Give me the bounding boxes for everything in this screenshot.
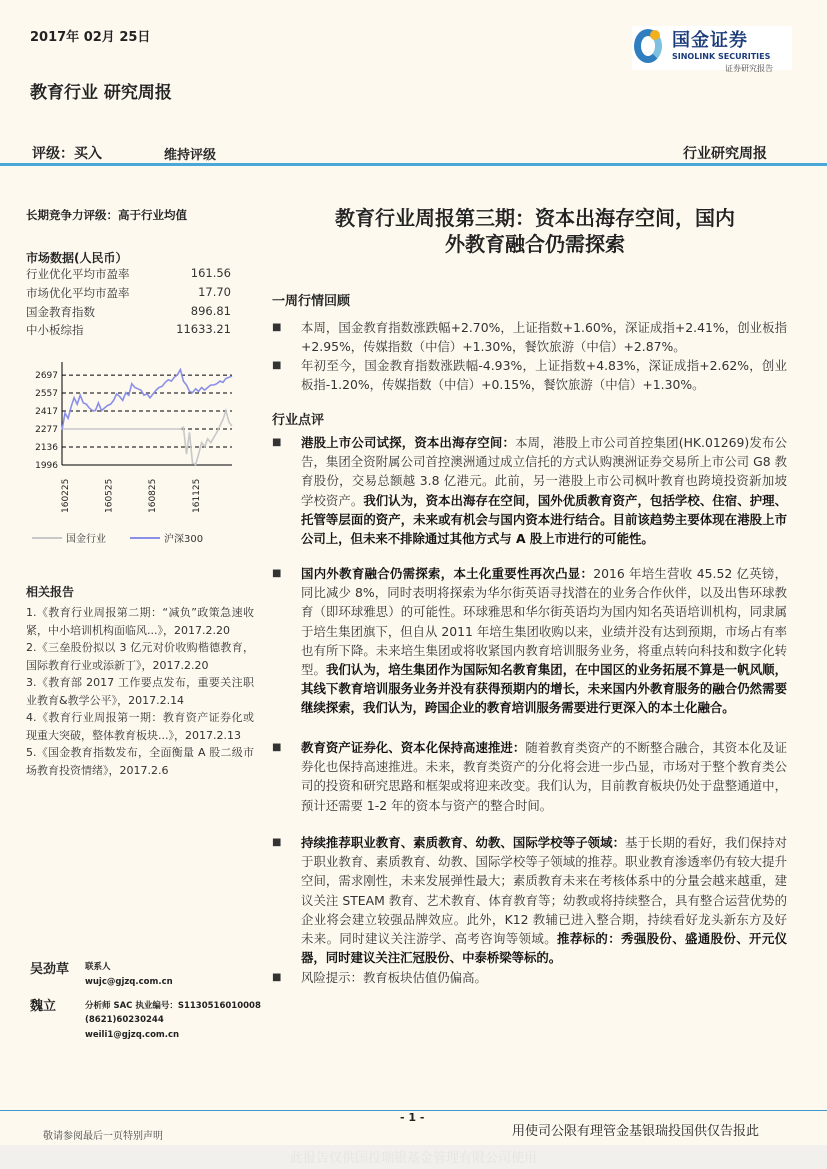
series-line [62, 370, 232, 430]
legend-label: 国金行业 [66, 534, 106, 545]
y-tick-label: 1996 [35, 461, 58, 471]
x-tick-label: 160825 [148, 478, 159, 513]
industry-title: 教育行业 研究周报 [30, 83, 172, 103]
bullet-item [272, 833, 787, 967]
logo-cn-text: 国金证券 [672, 30, 748, 51]
bullet-icon: ■ [272, 972, 282, 983]
bullet-text: 年初至今，国金教育指数涨跌幅-4.93%，上证指数+4.83%，深证成指+2.62%，创业板指-1.20%，传媒指数（中信）+0.15%，餐饮旅游（中信）+1.30%。 [301, 358, 787, 393]
bullet-text: 2016 年培生营收 45.52 亿英镑，同比减少 8%，同时表明将探索为华尔街英语寻找潜在的业务合作伙伴，以及出售环球教育（即环球雅思）的可能性。环球雅思和华尔街英语均为国内知名英语培训机构，同隶属于培生集团旗下，但自从 2011 年培生集团收购以来，业绩并没有达到预期，市场占有率也有所下降。未来培生集团或将收紧国内教育培训服务业务，将重点转向科技和数字化转型。 [301, 566, 787, 678]
bullet-conclusion: 推荐标的：秀强股份、盛通股份、开元仪器，同时建议关注汇冠股份、中泰桥梁等标的。 [301, 931, 788, 966]
section-heading: 一周行情回顾 [272, 294, 351, 309]
y-tick-label: 2557 [35, 389, 58, 400]
bullet-item [272, 318, 787, 356]
market-row [26, 285, 231, 301]
related-report[interactable]: 1.《教育行业周报第二期：“减负”政策急速收紧，中小培训机构面临风...》，2017.2.20 [26, 606, 254, 637]
legend-label: 沪深300 [164, 534, 204, 545]
bullet-item [272, 356, 787, 394]
bullet-heading: 持续推荐职业教育、素质教育、幼教、国际学校等子领域： [301, 835, 626, 850]
related-report[interactable]: 4.《教育行业周报第一期：教育资产证券化或现重大突破，整体教育板块...》，2017.2.13 [26, 711, 254, 742]
report-date: 2017年 02月 25日 [30, 30, 151, 45]
market-value: 11633.21 [176, 322, 231, 336]
author-name: 魏立 [30, 999, 57, 1014]
bullet-item [272, 738, 787, 815]
market-row [26, 304, 231, 320]
bullet-text: 基于长期的看好，我们保持对于职业教育、素质教育、幼教、国际学校等子领域的推荐。职业教育渗透率仍有较大提升空间，需求刚性，未来发展弹性最大；素质教育未来在考核体系中的分量会越来越重，建议关注 STEAM 教育、艺术教育、体育教育等；幼教或将持续整合，具有整合运营优势的企业将会建立较强品牌效应。此外，K12 教辅已进入整合期，持续看好龙头新东方及好未来。同时建议关注游学、高考咨询等领域。 [301, 835, 788, 947]
author-email[interactable]: weili1@gjzq.com.cn [85, 1030, 180, 1040]
market-label: 国金教育指数 [26, 305, 95, 319]
market-value: 17.70 [198, 285, 231, 299]
y-tick-label: 2136 [35, 443, 58, 454]
market-label: 中小板综指 [26, 323, 84, 337]
title-line: 外教育融合仍需探索 [445, 232, 625, 256]
bullet-heading: 教育资产证券化、资本化保持高速推进： [301, 740, 526, 755]
market-row [26, 322, 231, 338]
logo-subtitle: 证券研究报告 [725, 64, 773, 73]
bullet-item [272, 433, 787, 548]
logo-dot-icon [650, 30, 660, 40]
bullet-conclusion: 我们认为，资本出海存在空间，国外优质教育资产，包括学校、住宿、护理、托管等层面的资产，未来或有机会与国内资本进行结合。目前该趋势主要体现在港股上市公司上，但未来不排除通过其他方式与 A 股上市进行的可能性。 [301, 492, 788, 547]
market-value: 161.56 [190, 266, 231, 280]
rating-action: 维持评级 [164, 148, 217, 163]
x-tick-label: 161125 [191, 478, 202, 513]
footer-usage: 用使司公限有理管金基银瑞投国供仅告报此 [512, 1124, 760, 1139]
related-report[interactable]: 5.《国金教育指数发布，全面衡量 A 股二级市场教育投资情绪》，2017.2.6 [26, 746, 254, 777]
author-role: 联系人 [85, 962, 111, 972]
x-tick-label: 160525 [104, 478, 115, 513]
market-value: 896.81 [190, 304, 231, 318]
x-tick-label: 160225 [61, 478, 71, 513]
bullet-item [272, 968, 787, 987]
bullet-icon: ■ [272, 360, 282, 371]
bullet-icon: ■ [272, 568, 282, 579]
market-label: 行业优化平均市盈率 [26, 267, 130, 281]
logo-en-text: SINOLINK SECURITIES [672, 52, 771, 61]
related-report[interactable]: 2.《三垒股份拟以 3 亿元对价收购楷德教育，国际教育行业或添新丁》，2017.2.20 [26, 641, 254, 672]
related-title: 相关报告 [26, 585, 75, 599]
bullet-icon: ■ [272, 437, 282, 448]
bullet-text: 随着教育类资产的不断整合融合，其资本化及证券化也保持高速推进。未来，教育类资产的分化将会进一步凸显，市场对于整个教育类公司的投资和研究思路和框架或将迎来改变。我们认为，目前教育板块仍处于盘整通道中，预计还需要 1-2 年的资本与资产的整合时间。 [301, 740, 788, 813]
bullet-heading: 港股上市公司试探，资本出海存空间： [301, 435, 516, 450]
bullet-text: 本周，港股上市公司首控集团(HK.01269)发布公告，集团全资附属公司首控澳洲通过成立信托的方式认购澳洲证券交易所上市公司 G8 教育股份，交易总额越 3.8 亿港元。此前，另一港股上市公司枫叶教育也跨境投资新加坡学校资产。 [301, 435, 787, 508]
author-name: 吴劲草 [30, 962, 70, 977]
watermark: 此报告仅供国投瑞银基金管理有限公司使用 [289, 1151, 537, 1166]
long-term-rating: 长期竞争力评级：高于行业均值 [26, 208, 187, 222]
author-phone: (8621)60230244 [85, 1015, 164, 1025]
related-report[interactable]: 3.《教育部 2017 工作要点发布，重要关注职业教育&教学公平》，2017.2.14 [26, 676, 254, 707]
title-line: 教育行业周报第三期：资本出海存空间，国内 [335, 206, 735, 230]
index-chart [20, 355, 250, 555]
section-heading: 行业点评 [272, 413, 325, 428]
related-reports [26, 604, 254, 779]
bullet-text: 本周，国金教育指数涨跌幅+2.70%，上证指数+1.60%，深证成指+2.41%，创业板指+2.95%，传媒指数（中信）+1.30%，餐饮旅游（中信）+2.87%。 [301, 320, 787, 355]
rating: 评级：买入 [32, 146, 102, 162]
series-line [62, 411, 232, 465]
bullet-conclusion: 我们认为，培生集团作为国际知名教育集团，在中国区的业务拓展不算是一帆风顺，其线下教育培训服务业务并没有获得预期内的增长，未来国内外教育服务的融合仍然需要继续探索，我们认为，跨国企业的教育培训服务需要进行更深入的本土化融合。 [301, 662, 788, 716]
risk-text: 风险提示：教育板块估值仍偏高。 [301, 970, 487, 985]
author-role: 分析师 SAC 执业编号：S1130516010008 [85, 1001, 261, 1011]
y-tick-label: 2697 [35, 371, 58, 382]
author-email[interactable]: wujc@gjzq.com.cn [85, 977, 173, 987]
page-number: - 1 - [400, 1111, 425, 1124]
y-tick-label: 2277 [35, 424, 58, 435]
market-row [26, 266, 231, 282]
bullet-icon: ■ [272, 322, 282, 333]
bullet-item [272, 564, 787, 718]
y-tick-label: 2417 [35, 406, 58, 417]
market-label: 市场优化平均市盈率 [26, 286, 130, 300]
report-type: 行业研究周报 [683, 146, 767, 162]
header-divider [0, 163, 827, 166]
market-data-title: 市场数据(人民币） [26, 251, 128, 265]
footer-notice: 敬请参阅最后一页特别声明 [43, 1131, 163, 1142]
report-title [275, 205, 795, 257]
bullet-heading: 国内外教育融合仍需探索，本土化重要性再次凸显： [301, 566, 594, 581]
bullet-icon: ■ [272, 742, 282, 753]
bullet-icon: ■ [272, 837, 282, 848]
